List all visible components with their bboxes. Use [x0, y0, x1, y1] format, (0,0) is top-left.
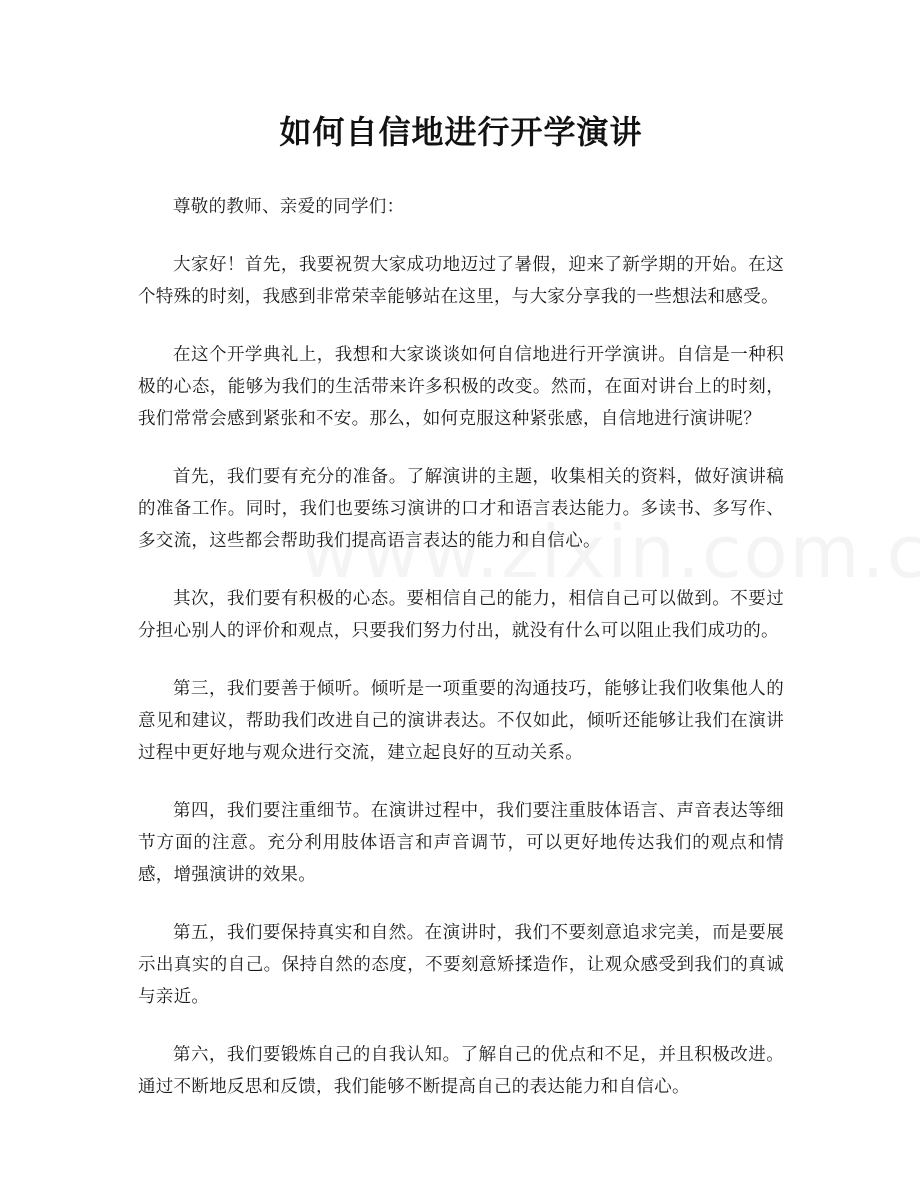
document-title: 如何自信地进行开学演讲: [279, 113, 643, 151]
paragraph-greeting: 大家好！首先，我要祝贺大家成功地迈过了暑假，迎来了新学期的开始。在这个特殊的时刻，我感到非常荣幸能够站在这里，与大家分享我的一些想法和感受。: [138, 255, 784, 307]
paragraph-point-preparation: 首先，我们要有充分的准备。了解演讲的主题，收集相关的资料，做好演讲稿的准备工作。同时，我们也要练习演讲的口才和语言表达能力。多读书、多写作、多交流，这些都会帮助我们提高语言表达的能力和自信心。: [138, 467, 784, 551]
paragraph-point-self-awareness: 第六，我们要锻炼自己的自我认知。了解自己的优点和不足，并且积极改进。通过不断地反思和反馈，我们能够不断提高自己的表达能力和自信心。: [138, 1045, 784, 1097]
paragraph-point-mindset: 其次，我们要有积极的心态。要相信自己的能力，相信自己可以做到。不要过分担心别人的评价和观点，只要我们努力付出，就没有什么可以阻止我们成功的。: [138, 589, 784, 641]
document-body: [138, 191, 784, 1103]
paragraph-point-authenticity: 第五，我们要保持真实和自然。在演讲时，我们不要刻意追求完美，而是要展示出真实的自己。保持自然的态度，不要刻意矫揉造作，让观众感受到我们的真诚与亲近。: [138, 923, 784, 1007]
paragraph-point-details: 第四，我们要注重细节。在演讲过程中，我们要注重肢体语言、声音表达等细节方面的注意。充分利用肢体语言和声音调节，可以更好地传达我们的观点和情感，增强演讲的效果。: [138, 801, 784, 885]
paragraph-introduction: 在这个开学典礼上，我想和大家谈谈如何自信地进行开学演讲。自信是一种积极的心态，能够为我们的生活带来许多积极的改变。然而，在面对讲台上的时刻，我们常常会感到紧张和不安。那么，如何克服这种紧张感，自信地进行演讲呢？: [138, 345, 784, 429]
paragraph-point-listening: 第三，我们要善于倾听。倾听是一项重要的沟通技巧，能够让我们收集他人的意见和建议，帮助我们改进自己的演讲表达。不仅如此，倾听还能够让我们在演讲过程中更好地与观众进行交流，建立起良好的互动关系。: [138, 679, 784, 763]
paragraph-salutation: 尊敬的教师、亲爱的同学们：: [173, 197, 405, 217]
